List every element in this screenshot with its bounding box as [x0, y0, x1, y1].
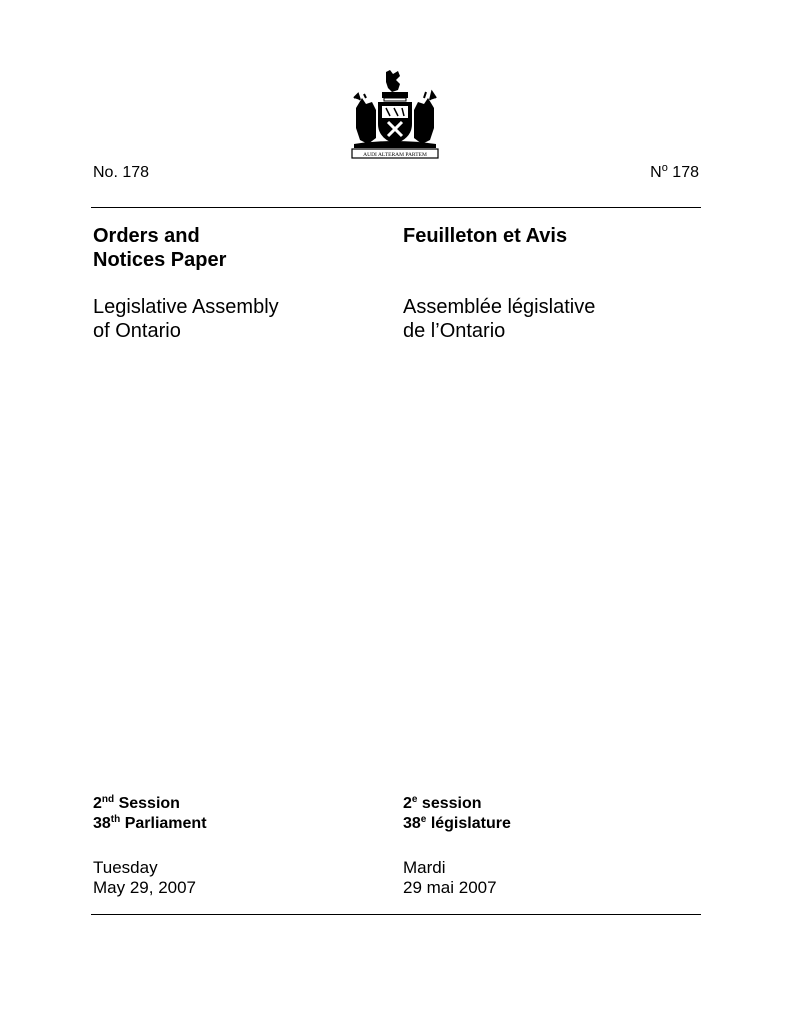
session-ordinal-fr: e [411, 794, 418, 805]
top-divider [91, 207, 701, 208]
full-date-en: May 29, 2007 [93, 878, 197, 897]
title-en-line2: Notices Paper [93, 249, 227, 271]
bottom-divider [91, 914, 701, 915]
day-en: Tuesday [93, 858, 158, 877]
parliament-line-fr [403, 814, 511, 834]
day-fr: Mardi [403, 858, 446, 877]
issue-number-fr-sup: o [661, 162, 668, 174]
parliament-word-en: Parliament [124, 815, 207, 832]
date-en [93, 858, 196, 898]
assembly-name-fr [403, 295, 595, 343]
parliament-number-en: 38 [93, 815, 111, 832]
coat-of-arms-crest-icon [346, 68, 444, 160]
session-info-en [93, 794, 207, 834]
session-word-en: Session [118, 795, 180, 812]
session-line-en [93, 794, 207, 814]
title-en-line1: Orders and [93, 225, 200, 247]
session-info-fr [403, 794, 511, 834]
parliament-line-en [93, 814, 207, 834]
assembly-en-line1: Legislative Assembly [93, 296, 279, 318]
parliament-word-fr: législature [430, 815, 511, 832]
title-fr [403, 224, 567, 248]
session-number-en: 2 [93, 795, 102, 812]
assembly-name-en [93, 295, 279, 343]
issue-number-fr-prefix: N [650, 164, 662, 181]
title-en [93, 224, 226, 272]
full-date-fr: 29 mai 2007 [403, 878, 497, 897]
session-ordinal-en: nd [101, 794, 115, 805]
parliament-number-fr: 38 [403, 815, 421, 832]
session-number-fr: 2 [403, 795, 412, 812]
parliament-ordinal-en: th [110, 814, 121, 825]
crest-motto: AUDI ALTERAM PARTEM [363, 152, 427, 158]
assembly-fr-line1: Assemblée législative [403, 296, 596, 318]
assembly-en-line2: of Ontario [93, 320, 181, 342]
parliament-ordinal-fr: e [420, 814, 427, 825]
session-line-fr [403, 794, 511, 814]
session-word-fr: session [421, 795, 482, 812]
title-fr-line1: Feuilleton et Avis [403, 225, 568, 247]
issue-number-fr [650, 164, 699, 182]
date-fr [403, 858, 497, 898]
issue-number-fr-value: 178 [672, 164, 699, 181]
issue-number-en: No. 178 [93, 164, 150, 181]
assembly-fr-line2: de l’Ontario [403, 320, 506, 342]
